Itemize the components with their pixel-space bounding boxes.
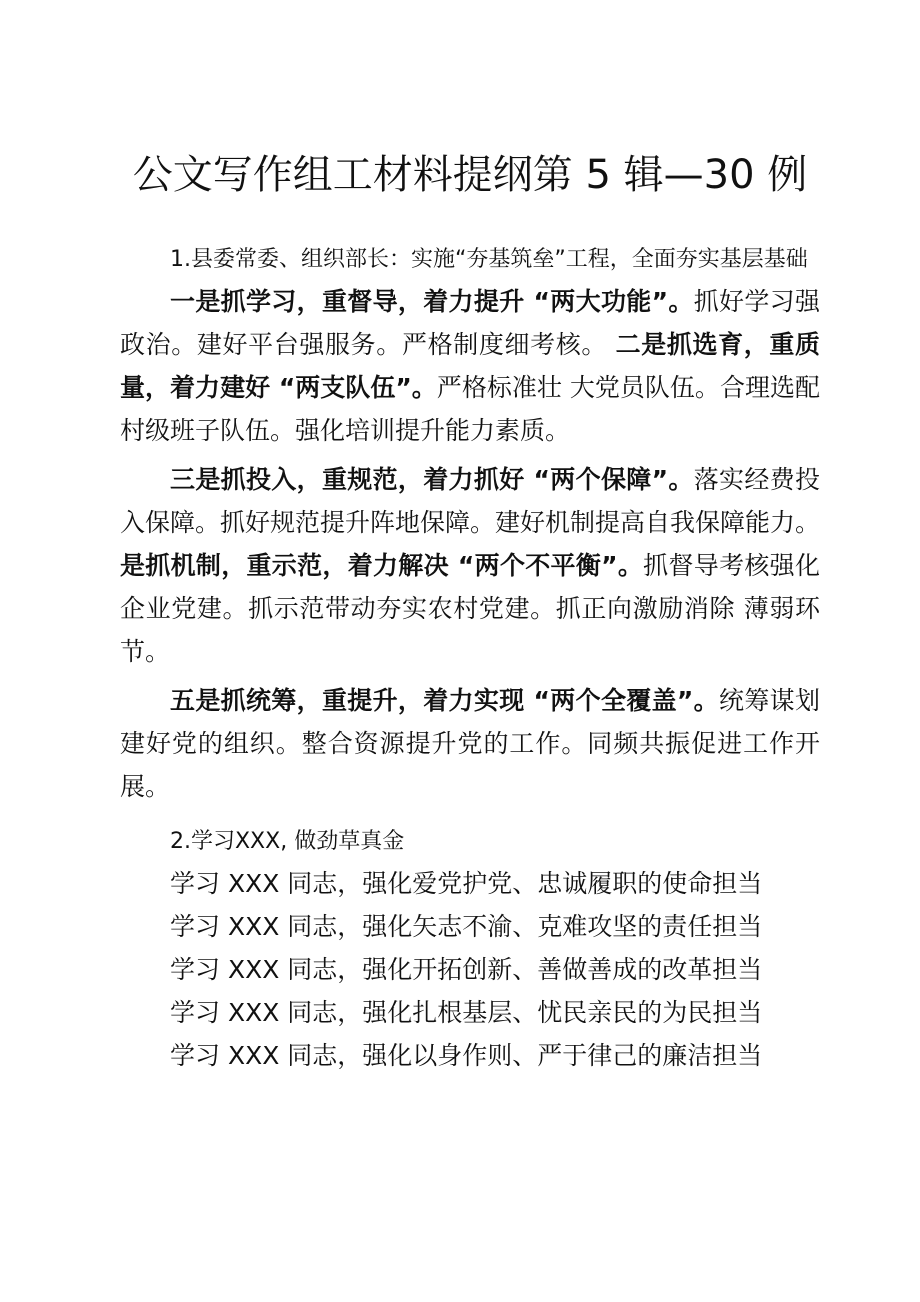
- study-item-4: 学习 XXX 同志，强化扎根基层、忧民亲民的为民担当: [170, 998, 763, 1027]
- study-item-1: 学习 XXX 同志，强化爱党护党、忠诚履职的使命担当: [170, 869, 763, 898]
- paragraph-1-bold-lead-2: 二是抓选育，重质量，着力建好 “两支队伍”。: [120, 330, 820, 402]
- section-1-paragraph-2: [120, 458, 820, 673]
- paragraph-2-bold-lead-1: 三是抓投入，重规范，着力抓好 “两个保障”。: [170, 465, 694, 494]
- study-item-2: 学习 XXX 同志，强化矢志不渝、克难攻坚的责任担当: [170, 912, 763, 941]
- paragraph-3-bold-lead-1: 五是抓统筹，重提升，着力实现 “两个全覆盖”。: [170, 686, 720, 715]
- section-1-paragraph-3: [120, 679, 820, 808]
- paragraph-1-text-1: 抓好学习强政治。建好平台强服务。严格制度细考核。: [120, 287, 820, 359]
- paragraph-2-bold-lead-2: 是抓机制，重示范，着力解决 “两个不平衡”。: [120, 551, 644, 580]
- paragraph-1-bold-lead-1: 一是抓学习，重督导，着力提升 “两大功能”。: [170, 287, 694, 316]
- section-1-paragraph-1: [120, 280, 820, 452]
- document-body: [120, 240, 820, 1077]
- study-item-5: 学习 XXX 同志，强化以身作则、严于律己的廉洁担当: [170, 1041, 763, 1070]
- paragraph-2-text-1: 落实经费投入保障。抓好规范提升阵地保障。建好机制提高自我保障能力。: [120, 465, 821, 537]
- paragraph-3-text-1: 统筹谋划建好党的组织。整合资源提升党的工作。同频共振促进工作开 展。: [120, 686, 820, 801]
- section-1-heading: 1.县委常委、组织部长：实施“夯基筑垒”工程，全面夯实基层基础: [170, 247, 808, 272]
- paragraph-2-text-2: 抓督导考核强化企业党建。抓示范带动夯实农村党建。抓正向激励消除 薄弱环节。: [120, 551, 820, 666]
- document-title: 公文写作组工材料提纲第 5 辑—30 例: [132, 151, 808, 198]
- paragraph-1-text-2: 严格标准壮 大党员队伍。合理选配村级班子队伍。强化培训提升能力素质。: [120, 373, 820, 445]
- section-2-heading: 2.学习XXX, 做劲草真金: [170, 829, 405, 854]
- study-item-3: 学习 XXX 同志，强化开拓创新、善做善成的改革担当: [170, 955, 763, 984]
